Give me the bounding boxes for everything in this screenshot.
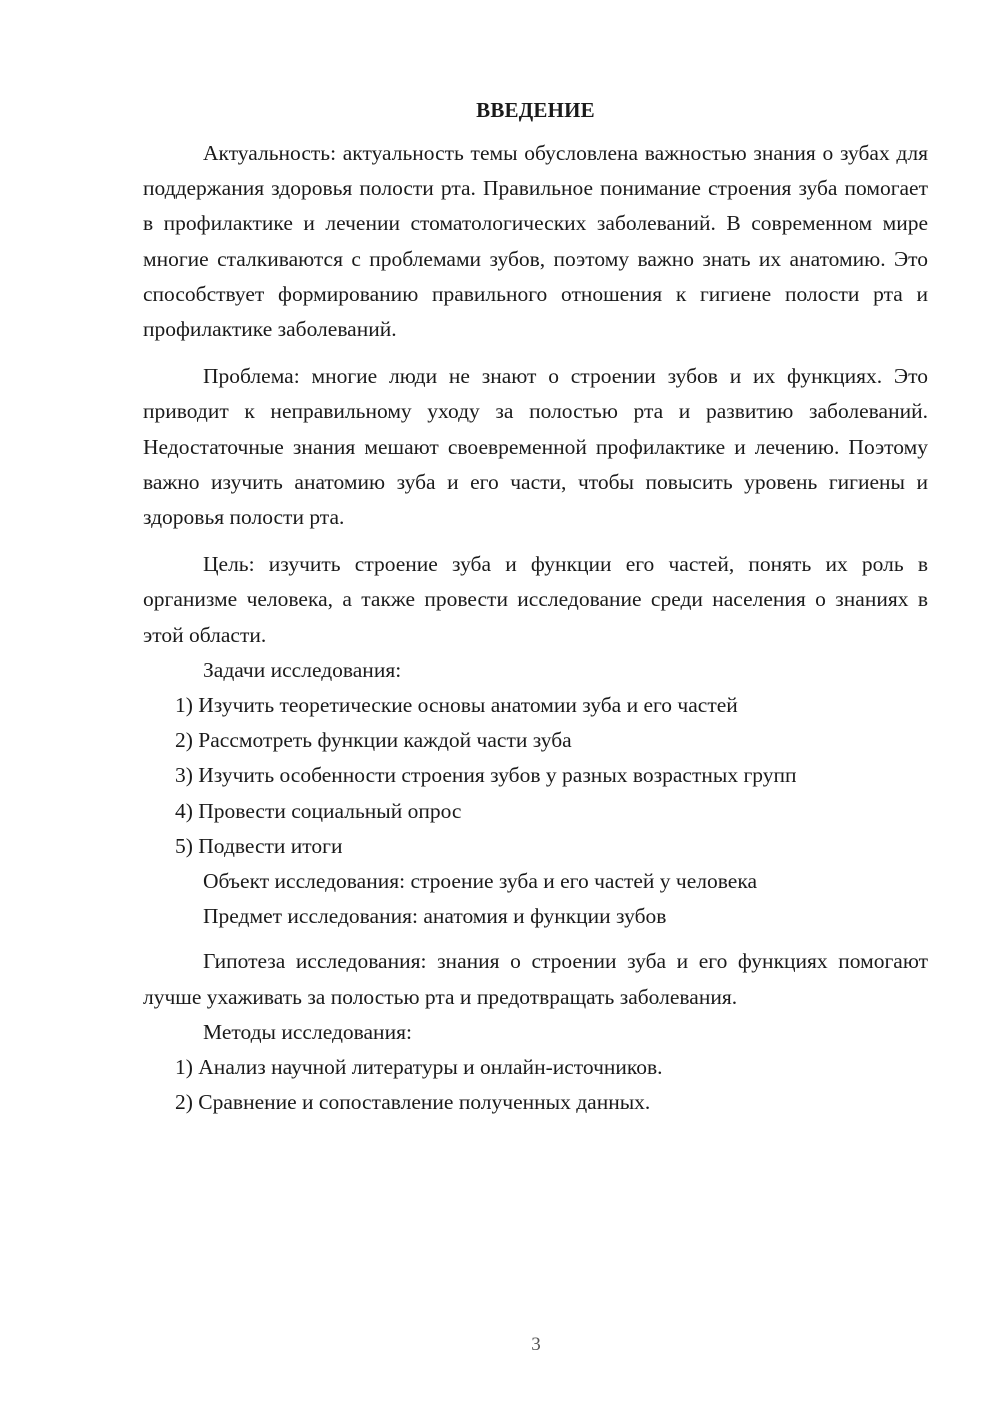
research-subject: Предмет исследования: анатомия и функции зубов: [203, 904, 667, 929]
task-item: 1) Изучить теоретические основы анатомии зуба и его частей: [175, 693, 738, 718]
task-item: 2) Рассмотреть функции каждой части зуба: [175, 728, 572, 753]
research-object: Объект исследования: строение зуба и его частей у человека: [203, 869, 757, 894]
goal-paragraph: Цель: изучить строение зуба и функции его частей, понять их роль в организме человека, а также провести исследование среди населения о знаниях в этой области.: [143, 552, 928, 647]
methods-title: Методы исследования:: [203, 1019, 412, 1044]
document-page: [143, 92, 928, 1120]
hypothesis-paragraph: Гипотеза исследования: знания о строении зуба и его функциях помогают лучше ухаживать за полостью рта и предотвращать заболевания.: [143, 949, 928, 1009]
task-item: 3) Изучить особенности строения зубов у разных возрастных групп: [175, 763, 797, 788]
method-item: 2) Сравнение и сопоставление полученных данных.: [175, 1090, 651, 1115]
problem-paragraph: Проблема: многие люди не знают о строении зубов и их функциях. Это приводит к неправильному уходу за полостью рта и развитию заболеваний. Недостаточные знания мешают своевременной профилактике и лечению. Поэтому важно изучить анатомию зуба и его части, чтобы повысить уровень гигиены и здоровья полости рта.: [143, 364, 928, 530]
method-item: 1) Анализ научной литературы и онлайн-источников.: [175, 1055, 663, 1080]
task-item: 5) Подвести итоги: [175, 833, 343, 858]
section-heading: ВВЕДЕНИЕ: [476, 98, 595, 122]
task-item: 4) Провести социальный опрос: [175, 798, 462, 823]
relevance-paragraph: Актуальность: актуальность темы обусловлена важностью знания о зубах для поддержания здоровья полости рта. Правильное понимание строения зуба помогает в профилактике и лечении стоматологических заболеваний. В современном мире многие сталкиваются с проблемами зубов, поэтому важно знать их анатомию. Это способствует формированию правильного отношения к гигиене полости рта и профилактике заболеваний.: [143, 141, 928, 342]
page-number: 3: [531, 1334, 541, 1355]
tasks-title: Задачи исследования:: [203, 657, 402, 682]
